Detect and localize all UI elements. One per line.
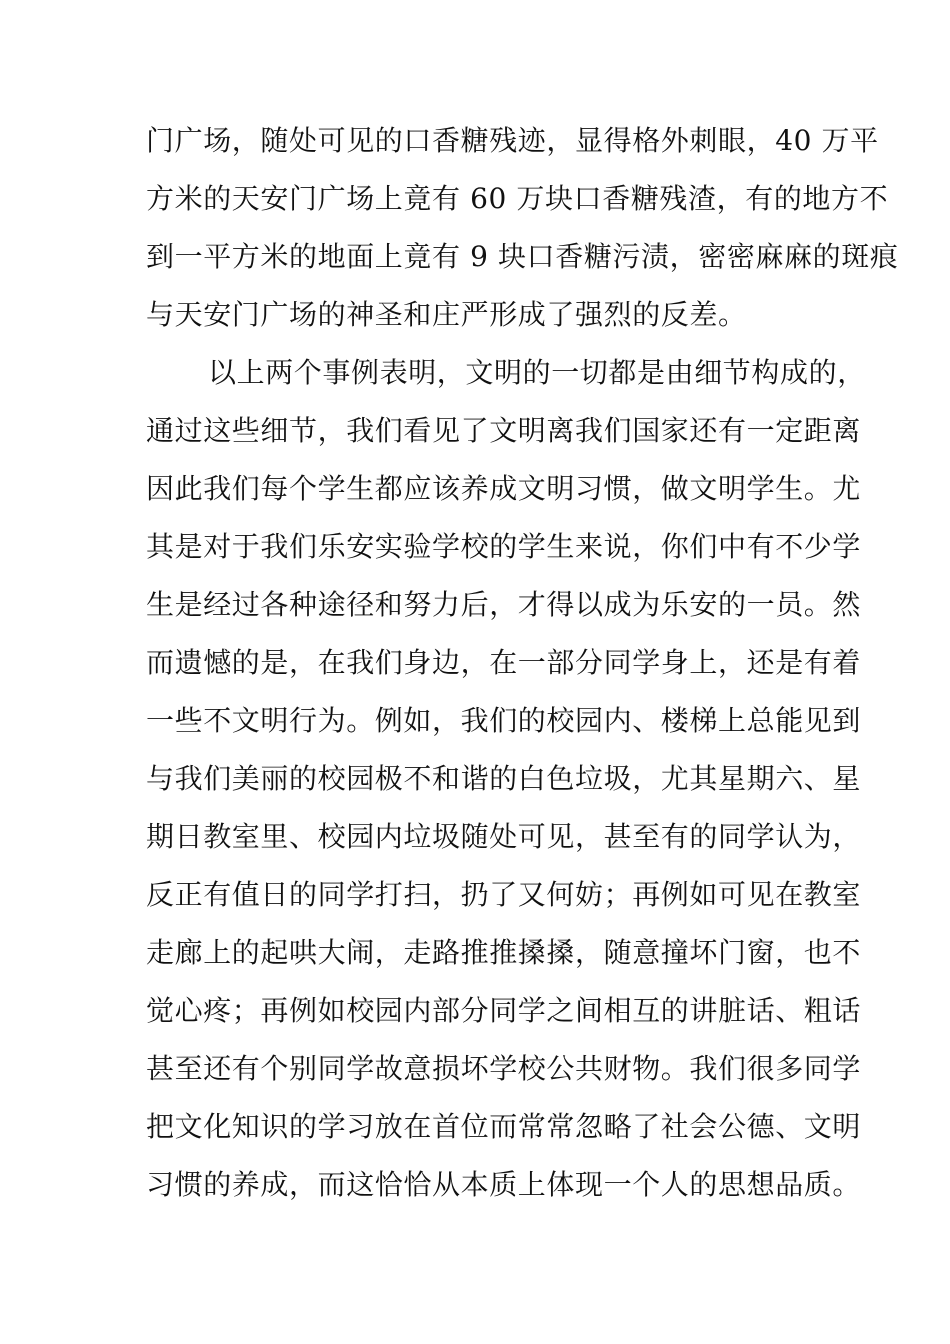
- text-line: 门广场，随处可见的口香糖残迹，显得格外刺眼，40 万平: [146, 124, 879, 157]
- text-line: 其是对于我们乐安实验学校的学生来说，你们中有不少学: [146, 530, 862, 563]
- text-line: 期日教室里、校园内垃圾随处可见，甚至有的同学认为，: [146, 820, 862, 853]
- text-line: 与天安门广场的神圣和庄严形成了强烈的反差。: [146, 298, 747, 331]
- text-line: 习惯的养成，而这恰恰从本质上体现一个人的思想品质。: [146, 1168, 862, 1201]
- text-line: 觉心疼；再例如校园内部分同学之间相互的讲脏话、粗话: [146, 994, 862, 1027]
- text-line: 以上两个事例表明，文明的一切都是由细节构成的，: [208, 356, 866, 389]
- text-line: 到一平方米的地面上竟有 9 块口香糖污渍，密密麻麻的斑痕: [146, 240, 899, 273]
- text-line: 反正有值日的同学打扫，扔了又何妨；再例如可见在教室: [146, 878, 862, 911]
- text-line: 走廊上的起哄大闹，走路推推搡搡，随意撞坏门窗，也不: [146, 936, 862, 969]
- text-line: 因此我们每个学生都应该养成文明习惯，做文明学生。尤: [146, 472, 862, 505]
- text-line: 把文化知识的学习放在首位而常常忽略了社会公德、文明: [146, 1110, 862, 1143]
- text-line: 甚至还有个别同学故意损坏学校公共财物。我们很多同学: [146, 1052, 862, 1085]
- text-line: 通过这些细节，我们看见了文明离我们国家还有一定距离: [146, 414, 862, 447]
- text-line: 一些不文明行为。例如，我们的校园内、楼梯上总能见到: [146, 704, 862, 737]
- text-line: 方米的天安门广场上竟有 60 万块口香糖残渣，有的地方不: [146, 182, 889, 215]
- text-line: 而遗憾的是，在我们身边，在一部分同学身上，还是有着: [146, 646, 862, 679]
- text-line: 与我们美丽的校园极不和谐的白色垃圾，尤其星期六、星: [146, 762, 862, 795]
- text-line: 生是经过各种途径和努力后，才得以成为乐安的一员。然: [146, 588, 862, 621]
